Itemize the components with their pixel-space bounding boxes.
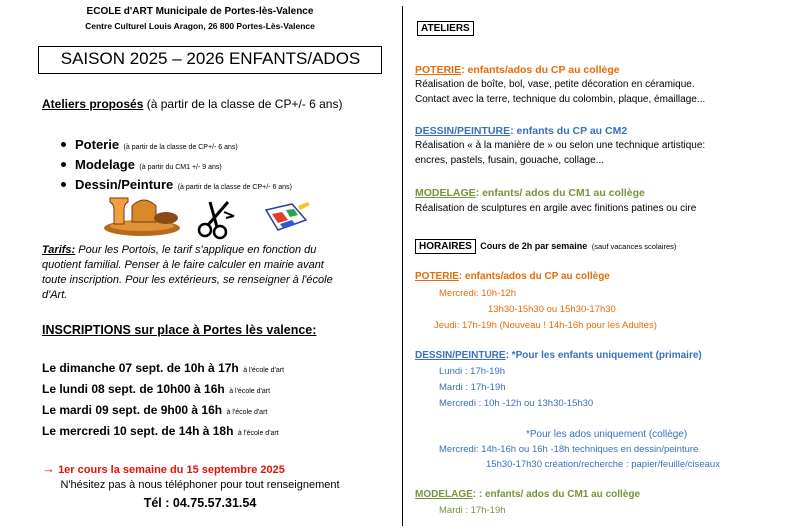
bullet <box>61 182 66 187</box>
inscription-date-2 <box>42 380 270 398</box>
atelier-subtitle: : enfants du CP au CM2 <box>510 125 628 137</box>
workshop-note: (à partir de la classe de CP+/- 6 ans) <box>177 184 292 191</box>
inscription-text: Le mercredi 10 sept. de 14h à 18h <box>42 424 234 438</box>
horaires-note: (sauf vacances scolaires) <box>591 242 677 251</box>
inscription-text: Le mardi 09 sept. de 9h00 à 16h <box>42 403 223 417</box>
inscription-date-3 <box>42 401 267 419</box>
atelier-poterie-line-2: Contact avec la terre, technique du colombin, plaque, émaillage... <box>415 94 706 105</box>
inscription-place: à l'école d'art <box>229 388 271 395</box>
atelier-dessin-line-1: Réalisation « à la manière de » ou selon une technique artistique: <box>415 140 706 151</box>
horaires-title: POTERIE <box>415 271 459 282</box>
workshop-poterie <box>75 136 238 154</box>
atelier-poterie-title <box>415 64 620 76</box>
ateliers-intro <box>42 97 342 111</box>
inscription-date-1 <box>42 359 284 377</box>
tarifs-line-4: d'Art. <box>42 289 68 301</box>
contact-line: N'hésitez pas à nous téléphoner pour tout renseignement <box>60 479 340 491</box>
inscription-text: Le dimanche 07 sept. de 10h à 17h <box>42 361 239 375</box>
tarifs-label: Tarifs: <box>42 244 76 256</box>
inscription-text: Le lundi 08 sept. de 10h00 à 16h <box>42 382 225 396</box>
ateliers-note: (à partir de la classe de CP+/- 6 ans) <box>146 97 343 111</box>
horaires-poterie-title <box>415 271 610 282</box>
atelier-title: MODELAGE <box>415 187 476 199</box>
horaires-subtitle: : *Pour les enfants uniquement (primaire) <box>505 350 702 361</box>
first-course <box>42 461 285 476</box>
horaires-ados-line-1: Mercredi: 14h-16h ou 16h -18h techniques en dessin/peinture <box>439 444 699 455</box>
inscription-place: à l'école d'art <box>237 430 279 437</box>
school-name: ECOLE d'ART Municipale de Portes-lès-Valence <box>86 6 314 17</box>
workshop-name: Poterie <box>75 137 120 152</box>
bullet <box>61 162 66 167</box>
workshop-note: (à partir de la classe de CP+/- 6 ans) <box>123 144 238 151</box>
horaires-dessin-line-3: Mercredi : 10h -12h ou 13h30-15h30 <box>439 398 594 409</box>
tarifs-text: Pour les Portois, le tarif s'applique en fonction du <box>75 244 317 256</box>
atelier-title: DESSIN/PEINTURE <box>415 125 511 137</box>
horaires-subtitle: Cours de 2h par semaine <box>480 241 588 251</box>
inscription-place: à l'école d'art <box>226 409 268 416</box>
horaires-ados-line-2: 15h30-17h30 création/recherche : papier/feuille/ciseaux <box>486 459 720 470</box>
atelier-subtitle: : enfants/ ados du CM1 au collège <box>475 187 645 199</box>
workshop-name: Dessin/Peinture <box>75 177 174 192</box>
ateliers-heading: Ateliers proposés <box>42 97 144 111</box>
workshop-name: Modelage <box>75 157 135 172</box>
workshop-modelage <box>75 156 222 174</box>
atelier-title: POTERIE <box>415 64 462 76</box>
atelier-poterie-line-1: Réalisation de boîte, bol, vase, petite décoration en céramique. <box>415 79 695 90</box>
horaires-label: HORAIRES <box>415 239 476 254</box>
horaires-subtitle: : enfants/ados du CP au collège <box>458 271 610 282</box>
inscriptions-heading: INSCRIPTIONS sur place à Portes lès valence: <box>42 323 317 337</box>
horaires-ados-title: *Pour les ados uniquement (collège) <box>526 429 688 440</box>
contact-phone: Tél : 04.75.57.31.54 <box>143 496 257 510</box>
horaires-poterie-line-2: 13h30-15h30 ou 15h30-17h30 <box>488 304 616 315</box>
atelier-modelage-line-1: Réalisation de sculptures en argile avec finitions patines ou cire <box>415 203 697 214</box>
school-address: Centre Culturel Louis Aragon, 26 800 Portes-Lès-Valence <box>85 21 315 31</box>
pottery-illustration <box>100 192 184 240</box>
horaires-title: MODELAGE <box>415 489 473 500</box>
workshop-note: (à partir du CM1 +/- 9 ans) <box>139 164 222 171</box>
atelier-modelage-title <box>415 187 645 199</box>
bullet <box>61 142 66 147</box>
tarifs-line-1 <box>42 244 316 256</box>
column-divider <box>402 6 403 526</box>
horaires-modelage-title <box>415 489 640 500</box>
horaires-poterie-line-3: Jeudi: 17h-19h (Nouveau ! 14h-16h pour les Adultes) <box>434 320 657 331</box>
arrow-icon: → <box>42 461 55 476</box>
scissors-icon <box>196 198 240 240</box>
tarifs-line-3: toute inscription. Pour les extérieurs, se renseigner à l'école <box>42 274 333 286</box>
inscription-place: à l'école d'art <box>243 367 285 374</box>
tarifs-line-2: quotient familial. Penser à le faire calculer en mairie avant <box>42 259 324 271</box>
horaires-dessin-line-1: Lundi : 17h-19h <box>439 366 506 377</box>
horaires-modelage-line-1: Mardi : 17h-19h <box>439 505 506 516</box>
ateliers-label: ATELIERS <box>417 21 474 36</box>
first-course-text: 1er cours la semaine du 15 septembre 2025 <box>58 464 285 476</box>
inscription-date-4 <box>42 422 279 440</box>
atelier-subtitle: : enfants/ados du CP au collège <box>461 64 620 76</box>
horaires-header <box>415 236 676 254</box>
atelier-dessin-title <box>415 125 627 137</box>
atelier-dessin-line-2: encres, pastels, fusain, gouache, collage... <box>415 155 605 166</box>
horaires-dessin-title <box>415 350 702 361</box>
horaires-dessin-line-2: Mardi : 17h-19h <box>439 382 506 393</box>
horaires-subtitle: : : enfants/ ados du CM1 au collège <box>472 489 641 500</box>
painting-icon <box>262 200 312 236</box>
horaires-poterie-line-1: Mercredi: 10h-12h <box>439 288 517 299</box>
horaires-title: DESSIN/PEINTURE <box>415 350 506 361</box>
season-title: SAISON 2025 – 2026 ENFANTS/ADOS <box>60 49 361 68</box>
